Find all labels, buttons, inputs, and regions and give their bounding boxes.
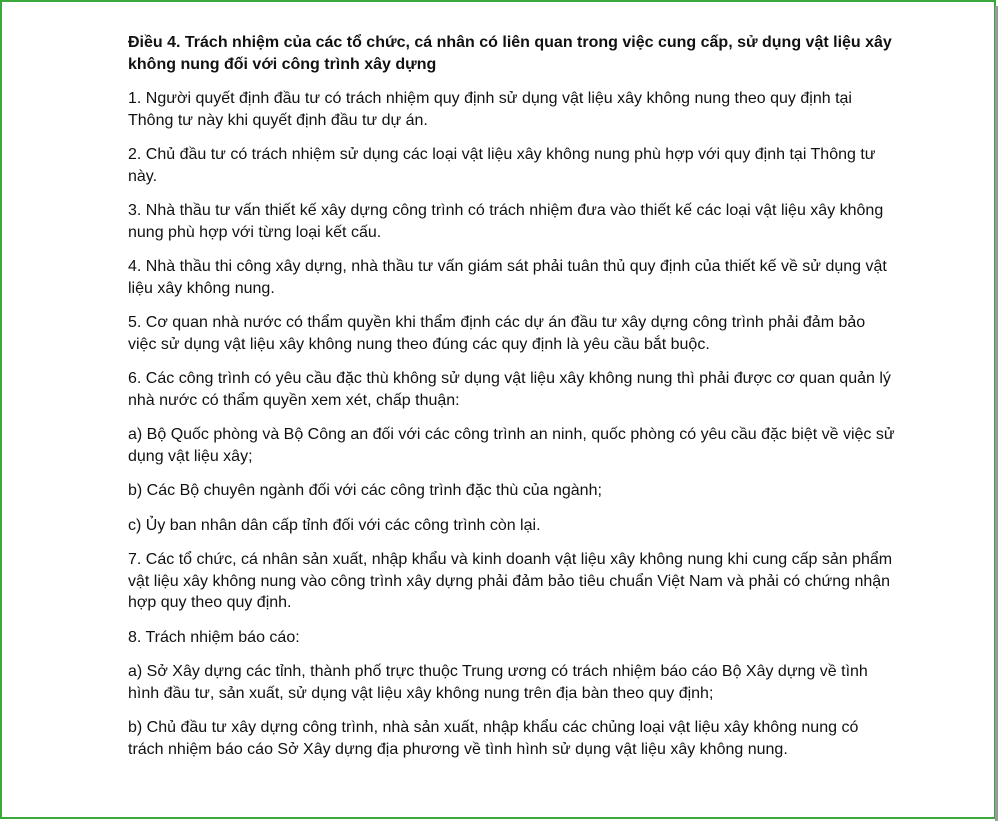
paragraph-8a: a) Sở Xây dựng các tỉnh, thành phố trực thuộc Trung ương có trách nhiệm báo cáo Bộ Xây dựng về tình hình đầu tư, sản xuất, sử dụng vật liệu xây không nung trên địa bàn theo quy định;	[128, 663, 868, 702]
article-title: Điều 4. Trách nhiệm của các tổ chức, cá nhân có liên quan trong việc cung cấp, sử dụng vật liệu xây không nung đối với công trình xây dựng	[128, 34, 892, 73]
paragraph-8: 8. Trách nhiệm báo cáo:	[128, 628, 300, 646]
paragraph-6a: a) Bộ Quốc phòng và Bộ Công an đối với các công trình an ninh, quốc phòng có yêu cầu đặc biệt về việc sử dụng vật liệu xây;	[128, 426, 895, 465]
paragraph-1: 1. Người quyết định đầu tư có trách nhiệm quy định sử dụng vật liệu xây không nung theo quy định tại Thông tư này khi quyết định đầu tư dự án.	[128, 90, 852, 129]
paragraph-5: 5. Cơ quan nhà nước có thẩm quyền khi thẩm định các dự án đầu tư xây dựng công trình phải đảm bảo việc sử dụng vật liệu xây không nung theo đúng các quy định là yêu cầu bắt buộc.	[128, 314, 866, 353]
paragraph-6c: c) Ủy ban nhân dân cấp tỉnh đối với các công trình còn lại.	[128, 516, 541, 534]
paragraph-6: 6. Các công trình có yêu cầu đặc thù không sử dụng vật liệu xây không nung thì phải được cơ quan quản lý nhà nước có thẩm quyền xem xét, chấp thuận:	[128, 370, 891, 409]
paragraph-2: 2. Chủ đầu tư có trách nhiệm sử dụng các loại vật liệu xây không nung phù hợp với quy định tại Thông tư này.	[128, 146, 876, 185]
paragraph-7: 7. Các tổ chức, cá nhân sản xuất, nhập khẩu và kinh doanh vật liệu xây không nung khi cung cấp sản phẩm vật liệu xây không nung vào công trình xây dựng phải đảm bảo tiêu chuẩn Việt Nam và phải có chứng nhận hợp quy theo quy định.	[128, 551, 893, 611]
paragraph-8b: b) Chủ đầu tư xây dựng công trình, nhà sản xuất, nhập khẩu các chủng loại vật liệu xây không nung có trách nhiệm báo cáo Sở Xây dựng địa phương về tình hình sử dụng vật liệu xây không nung.	[128, 719, 859, 758]
paragraph-4: 4. Nhà thầu thi công xây dựng, nhà thầu tư vấn giám sát phải tuân thủ quy định của thiết kế về sử dụng vật liệu xây không nung.	[128, 258, 887, 297]
paragraph-6b: b) Các Bộ chuyên ngành đối với các công trình đặc thù của ngành;	[128, 482, 602, 499]
article-content	[128, 32, 898, 773]
paragraph-3: 3. Nhà thầu tư vấn thiết kế xây dựng công trình có trách nhiệm đưa vào thiết kế các loại vật liệu xây không nung phù hợp với từng loại kết cấu.	[128, 202, 884, 241]
